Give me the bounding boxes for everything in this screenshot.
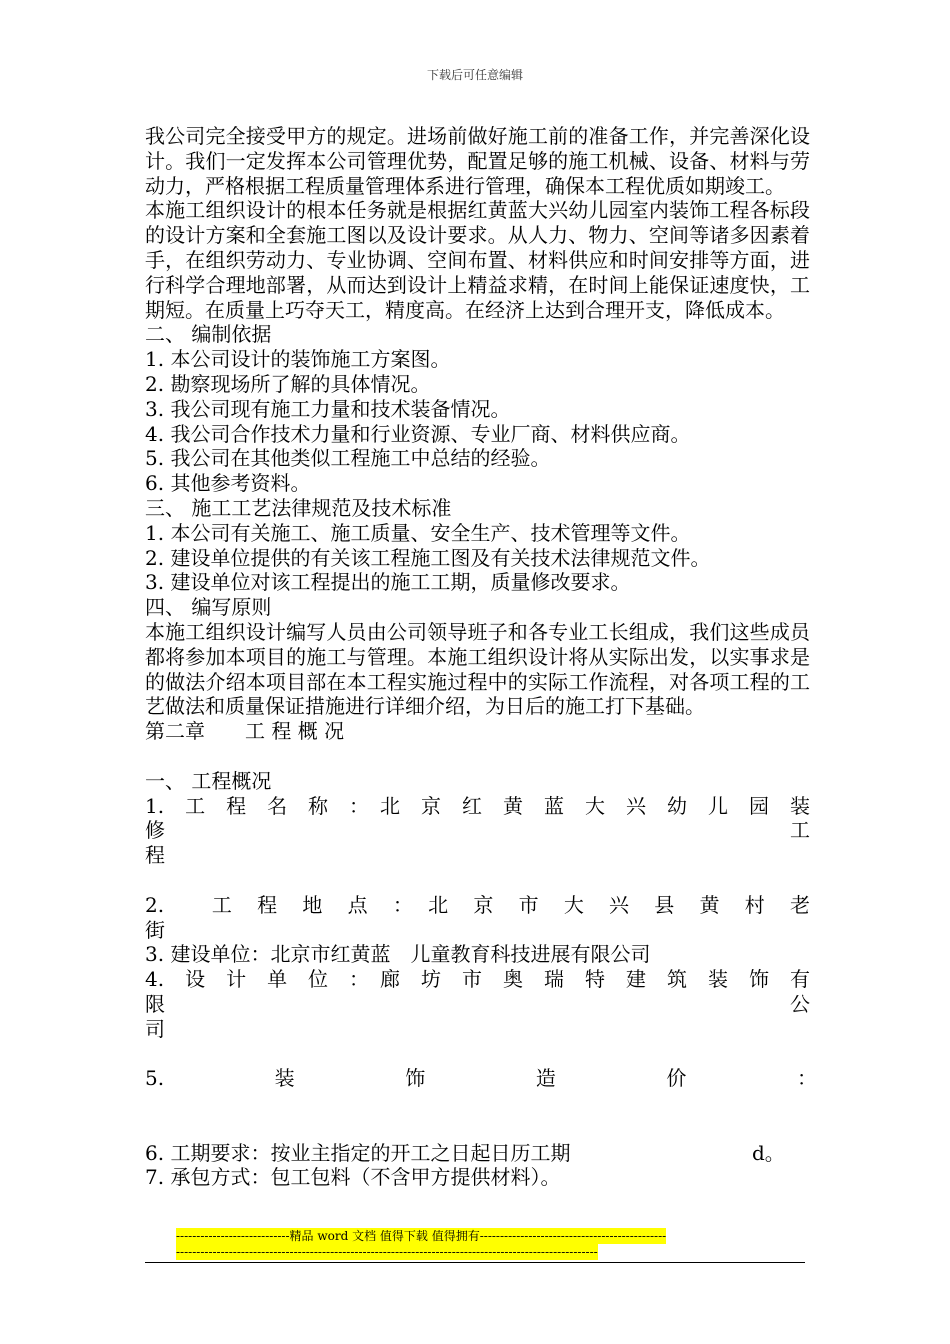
- decoration-cost-char: 价: [666, 1066, 687, 1091]
- design-unit-line: 4. 设 计 单 位 ： 廊 坊 市 奥 瑞 特 建 筑 装 饰 有 限 公: [145, 967, 830, 1016]
- section-2-heading: 二、 编制依据: [145, 322, 272, 347]
- document-body: [145, 124, 830, 1190]
- section-2-item: 3. 我公司现有施工力量和技术装备情况。: [145, 396, 511, 421]
- schedule-unit: d。: [752, 1140, 785, 1165]
- footer-banner-line-2: --------------------------------------------------------------------------------------------------------: [176, 1245, 598, 1259]
- page-header: 下载后可任意编辑: [426, 68, 523, 82]
- project-location-tail: 街: [145, 917, 165, 942]
- section-2-item: 6. 其他参考资料。: [145, 471, 311, 496]
- section-3-item: 1. 本公司有关施工、施工质量、安全生产、技术管理等文件。: [145, 520, 691, 545]
- contract-mode: 7. 承包方式：包工包料（不含甲方提供材料）。: [145, 1165, 561, 1190]
- footer-banner: [176, 1228, 776, 1260]
- project-name-line: 1. 工 程 名 称 ： 北 京 红 黄 蓝 大 兴 幼 儿 园 装 修 工: [145, 793, 830, 843]
- project-name-tail: 程: [145, 843, 165, 868]
- client-unit: 3. 建设单位：北京市红黄蓝 儿童教育科技进展有限公司: [145, 942, 651, 967]
- chapter-2-subheading: 一、 工程概况: [145, 768, 272, 793]
- decoration-cost-char: 造: [535, 1066, 556, 1091]
- design-unit-tail: 司: [145, 1016, 165, 1041]
- section-2-item: 4. 我公司合作技术力量和行业资源、专业厂商、材料供应商。: [145, 421, 691, 446]
- section-2-item: 1. 本公司设计的装饰施工方案图。: [145, 347, 451, 372]
- decoration-cost-char: 饰: [405, 1066, 426, 1091]
- schedule-line: [145, 1141, 810, 1166]
- section-4-heading: 四、 编写原则: [145, 595, 272, 620]
- project-location-line: 2. 工 程 地 点 ： 北 京 市 大 兴 县 黄 村 老: [145, 892, 810, 917]
- section-3-item: 3. 建设单位对该工程提出的施工工期，质量修改要求。: [145, 570, 631, 595]
- decoration-cost-char: ：: [796, 1066, 817, 1091]
- section-2-item: 2. 勘察现场所了解的具体情况。: [145, 371, 431, 396]
- decoration-cost-line: [145, 1066, 817, 1091]
- intro-paragraph-1: 我公司完全接受甲方的规定。进场前做好施工前的准备工作，并完善深化设计。我们一定发挥本公司管理优势，配置足够的施工机械、设备、材料与劳动力，严格根据工程质量管理体系进行管理，确保本工程优质如期竣工。: [145, 124, 810, 198]
- intro-paragraph-2: 本施工组织设计的根本任务就是根据红黄蓝大兴幼儿园室内装饰工程各标段的设计方案和全套施工图以及设计要求。从人力、物力、空间等诸多因素着手，在组织劳动力、专业协调、空间布置、材料供应和时间安排等方面，进行科学合理地部署，从而达到设计上精益求精，在时间上能保证速度快，工期短。在质量上巧夺天工，精度高。在经济上达到合理开支，降低成本。: [145, 198, 810, 322]
- schedule-text: 6. 工期要求：按业主指定的开工之日起日历工期: [145, 1140, 571, 1165]
- footer-divider: [145, 1262, 805, 1263]
- section-2-item: 5. 我公司在其他类似工程施工中总结的经验。: [145, 446, 551, 471]
- section-3-item: 2. 建设单位提供的有关该工程施工图及有关技术法律规范文件。: [145, 545, 711, 570]
- section-3-heading: 三、 施工工艺法律规范及技术标准: [145, 495, 452, 520]
- chapter-2-title: 第二章 工 程 概 况: [145, 719, 345, 744]
- decoration-cost-number: 5.: [145, 1066, 165, 1091]
- decoration-cost-char: 装: [274, 1066, 295, 1091]
- footer-banner-line-1: ----------------------------精品 word 文档 值得下载 值得拥有----------------------------------------------: [176, 1229, 667, 1243]
- section-4-body: 本施工组织设计编写人员由公司领导班子和各专业工长组成，我们这些成员都将参加本项目的施工与管理。本施工组织设计将从实际出发，以实事求是的做法介绍本项目部在本工程实施过程中的实际工作流程，对各项工程的工艺做法和质量保证措施进行详细介绍，为日后的施工打下基础。: [145, 619, 810, 719]
